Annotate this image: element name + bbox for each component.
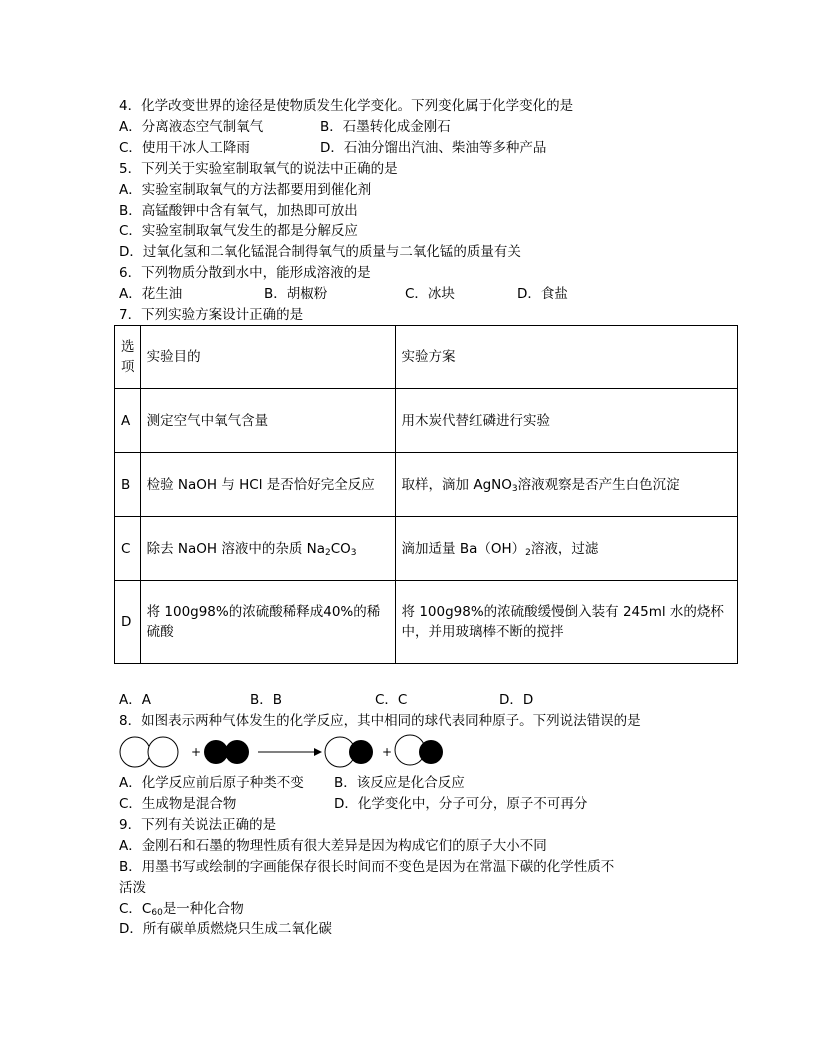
table-row xyxy=(115,453,738,517)
q7-option-a: A．A xyxy=(119,692,151,708)
q5-option-a: A．实验室制取氧气的方法都要用到催化剂 xyxy=(119,182,372,198)
q4-option-d: D．石油分馏出汽油、柴油等多种产品 xyxy=(320,140,547,156)
q8-option-a: A．化学反应前后原子种类不变 xyxy=(119,775,304,791)
subscript: 2 xyxy=(525,547,531,558)
table-row xyxy=(115,581,738,664)
product-molecule xyxy=(395,735,443,765)
q9-option-d: D．所有碳单质燃烧只生成二氧化碳 xyxy=(119,921,332,937)
header-option: 选项 xyxy=(115,326,141,389)
row-purpose: 检验 NaOH 与 HCl 是否恰好完全反应 xyxy=(140,453,395,517)
reaction-arrow-icon xyxy=(258,748,322,756)
q4-option-a: A．分离液态空气制氧气 xyxy=(119,119,264,135)
q7-option-b: B．B xyxy=(250,692,283,708)
plan-text: 溶液观察是否产生白色沉淀 xyxy=(517,476,680,493)
purpose-text: CO xyxy=(330,540,351,557)
plan-text: 取样，滴加 AgNO xyxy=(401,476,512,493)
q6-option-b: B．胡椒粉 xyxy=(264,286,328,302)
q8-stem: 8．如图表示两种气体发生的化学反应，其中相同的球代表同种原子。下列说法错误的是 xyxy=(119,713,641,729)
q9-option-b-line1: B．用墨书写或绘制的字画能保存很长时间而不变色是因为在常温下碳的化学性质不 xyxy=(119,859,615,875)
q7-experiment-table xyxy=(114,325,738,664)
q5-option-b: B．高锰酸钾中含有氧气，加热即可放出 xyxy=(119,203,358,219)
plan-text: 溶液，过滤 xyxy=(530,540,599,557)
option-text: 是一种化合物 xyxy=(162,901,244,917)
row-plan xyxy=(395,517,737,581)
q6-option-c: C．冰块 xyxy=(405,286,455,302)
header-purpose: 实验目的 xyxy=(140,326,395,389)
table-header-row xyxy=(115,326,738,389)
row-option: B xyxy=(115,453,141,517)
subscript: 3 xyxy=(350,547,357,558)
row-option: A xyxy=(115,389,141,453)
row-option: D xyxy=(115,581,141,664)
row-purpose: 测定空气中氧气含量 xyxy=(140,389,395,453)
plus-sign: + xyxy=(382,745,393,759)
q5-stem: 5．下列关于实验室制取氧气的说法中正确的是 xyxy=(119,161,398,177)
subscript: 60 xyxy=(151,908,163,918)
q4-stem: 4．化学改变世界的途径是使物质发生化学变化。下列变化属于化学变化的是 xyxy=(119,98,574,114)
purpose-text: 除去 NaOH 溶液中的杂质 Na xyxy=(146,540,325,557)
row-purpose xyxy=(140,517,395,581)
table-row xyxy=(115,389,738,453)
subscript: 3 xyxy=(511,483,518,494)
plan-text: 滴加适量 Ba（OH） xyxy=(401,540,526,557)
q6-option-a: A．花生油 xyxy=(119,286,183,302)
reaction-diagram xyxy=(118,733,458,771)
q7-option-d: D．D xyxy=(499,692,534,708)
q5-option-d: D．过氧化氢和二氧化锰混合制得氧气的质量与二氧化锰的质量有关 xyxy=(119,244,521,260)
q6-stem: 6．下列物质分散到水中，能形成溶液的是 xyxy=(119,265,371,281)
row-plan: 将 100g98%的浓硫酸缓慢倒入装有 245ml 水的烧杯中，并用玻璃棒不断的搅拌 xyxy=(395,581,737,664)
row-plan: 用木炭代替红磷进行实验 xyxy=(395,389,737,453)
plus-sign: + xyxy=(191,745,202,759)
q8-option-b: B．该反应是化合反应 xyxy=(334,775,465,791)
q9-stem: 9．下列有关说法正确的是 xyxy=(119,817,277,833)
q7-stem: 7．下列实验方案设计正确的是 xyxy=(119,307,304,323)
q5-option-c: C．实验室制取氧气发生的都是分解反应 xyxy=(119,223,358,239)
subscript: 2 xyxy=(325,547,331,558)
table-row xyxy=(115,517,738,581)
row-purpose: 将 100g98%的浓硫酸稀释成40%的稀硫酸 xyxy=(140,581,395,664)
product-molecule xyxy=(325,737,373,767)
option-text: C．C xyxy=(119,901,152,917)
q9-option-b-line2: 活泼 xyxy=(119,880,146,896)
q9-option-a: A．金刚石和石墨的物理性质有很大差异是因为构成它们的原子大小不同 xyxy=(119,838,547,854)
q9-option-c xyxy=(119,899,244,919)
q8-option-d: D．化学变化中，分子可分，原子不可再分 xyxy=(334,796,588,812)
row-option: C xyxy=(115,517,141,581)
q8-option-c: C．生成物是混合物 xyxy=(119,796,237,812)
reactant-molecule-black xyxy=(204,740,249,764)
reactant-molecule-white xyxy=(120,737,178,767)
q7-option-c: C．C xyxy=(375,692,408,708)
q6-option-d: D．食盐 xyxy=(517,286,568,302)
row-plan xyxy=(395,453,737,517)
header-plan: 实验方案 xyxy=(395,326,737,389)
q4-option-c: C．使用干冰人工降雨 xyxy=(119,140,250,156)
q4-option-b: B．石墨转化成金刚石 xyxy=(320,119,451,135)
